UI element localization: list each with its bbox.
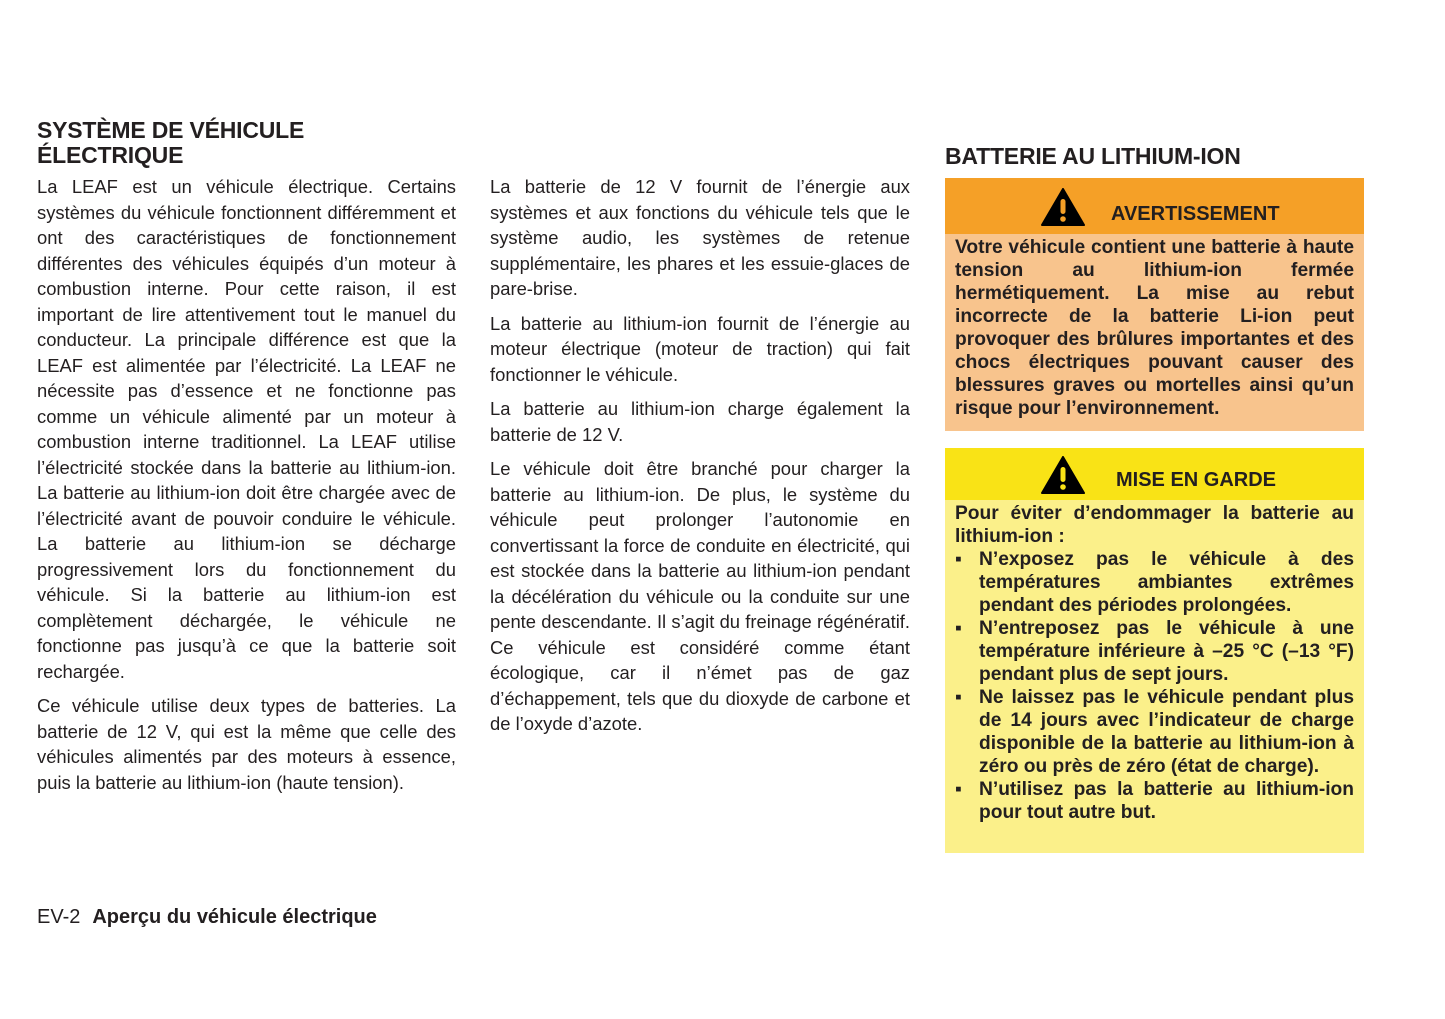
section-title-batterie: BATTERIE AU LITHIUM-ION (945, 143, 1241, 169)
bullet: ▪ (955, 779, 962, 800)
caution-list (955, 548, 1354, 824)
paragraph: La LEAF est un véhicule électrique. Certains systèmes du véhicule fonctionnent différemment et ont des caractéristiques de fonctionnement différentes des véhicules équipés d’un moteur à combustion interne. Pour cette raison, il est important de lire attentivement tout le manuel du conducteur. La principale différence est que la LEAF est alimentée par l’électricité. La LEAF ne nécessite pas d’essence et ne fonctionne pas comme un véhicule alimenté par un moteur à combustion interne traditionnel. La LEAF utilise l’électricité stockée dans la batterie au lithium-ion. La batterie au lithium-ion doit être chargée avec de l’électricité avant de pouvoir conduire le véhicule. La batterie au lithium-ion se décharge progressivement lors du fonctionnement du véhicule. Si la batterie au lithium-ion est complètement déchargée, le véhicule ne fonctionne pas jusqu’à ce que la batterie soit rechargée. (37, 176, 456, 682)
list-item (955, 686, 1354, 778)
list-item-text: N’exposez pas le véhicule à des températures ambiantes extrêmes pendant des périodes prolongées. (979, 549, 1354, 616)
caution-intro: Pour éviter d’endommager la batterie au lithium-ion : (955, 503, 1354, 547)
list-item (955, 548, 1354, 617)
left-column (37, 174, 456, 804)
caution-label: MISE EN GARDE (1116, 469, 1277, 491)
page-footer (37, 905, 377, 929)
paragraph: La batterie au lithium-ion charge également la batterie de 12 V. (490, 398, 910, 445)
paragraph: Le véhicule doit être branché pour charger la batterie au lithium-ion. De plus, le système du véhicule peut prolonger l’autonomie en convertissant la force de conduite en électricité, qui est stockée dans la batterie au lithium-ion pendant la décélération du véhicule ou la conduite sur une pente descendante. Il s’agit du freinage régénératif. Ce véhicule est considéré comme étant écologique, car il n’émet pas de gaz d’échappement, tels que du dioxyde de carbone et de l’oxyde d’azote. (490, 458, 910, 734)
caution-box (945, 448, 1364, 853)
warning-body (945, 234, 1364, 420)
paragraph: Ce véhicule utilise deux types de batteries. La batterie de 12 V, qui est la même que celle des véhicules alimentés par des moteurs à essence, puis la batterie au lithium-ion (haute tension). (37, 695, 456, 793)
warning-label: AVERTISSEMENT (1111, 203, 1280, 225)
bullet: ▪ (955, 549, 962, 570)
warning-text: Votre véhicule contient une batterie à haute tension au lithium-ion fermée hermétiquement. La mise au rebut incorrecte de la batterie Li-ion peut provoquer des brûlures importantes et des chocs électriques pouvant causer des blessures graves ou mortelles ainsi qu’un risque pour l’environnement. (955, 237, 1354, 419)
list-item-text: N’entreposez pas le véhicule à une température inférieure à –25 °C (–13 °F) pendant plus de sept jours. (979, 618, 1354, 685)
warning-triangle-icon (1041, 456, 1085, 494)
list-item-text: N’utilisez pas la batterie au lithium-ion pour tout autre but. (979, 779, 1354, 823)
caution-header (945, 448, 1364, 500)
bullet: ▪ (955, 618, 962, 639)
list-item (955, 617, 1354, 686)
paragraph: La batterie au lithium-ion fournit de l’énergie au moteur électrique (moteur de traction) qui fait fonctionner le véhicule. (490, 312, 910, 385)
section-title-line2: ÉLECTRIQUE (37, 142, 184, 168)
list-item-text: Ne laissez pas le véhicule pendant plus de 14 jours avec l’indicateur de charge disponible de la batterie au lithium-ion à zéro ou près de zéro (état de charge). (979, 687, 1354, 777)
warning-box (945, 178, 1364, 431)
bullet: ▪ (955, 687, 962, 708)
list-item (955, 778, 1354, 824)
middle-column (490, 174, 910, 746)
paragraph: La batterie de 12 V fournit de l’énergie aux systèmes et aux fonctions du véhicule tels que le système audio, les systèmes de retenue supplémentaire, les phares et les essuie-glaces de pare-brise. (490, 176, 910, 299)
caution-body (945, 500, 1364, 824)
warning-triangle-icon (1041, 188, 1085, 226)
section-title-line1: SYSTÈME DE VÉHICULE (37, 117, 305, 143)
page-number: EV-2 (37, 906, 81, 928)
section-title-systeme (37, 118, 457, 168)
warning-header (945, 178, 1364, 234)
chapter-title: Aperçu du véhicule électrique (92, 906, 377, 928)
